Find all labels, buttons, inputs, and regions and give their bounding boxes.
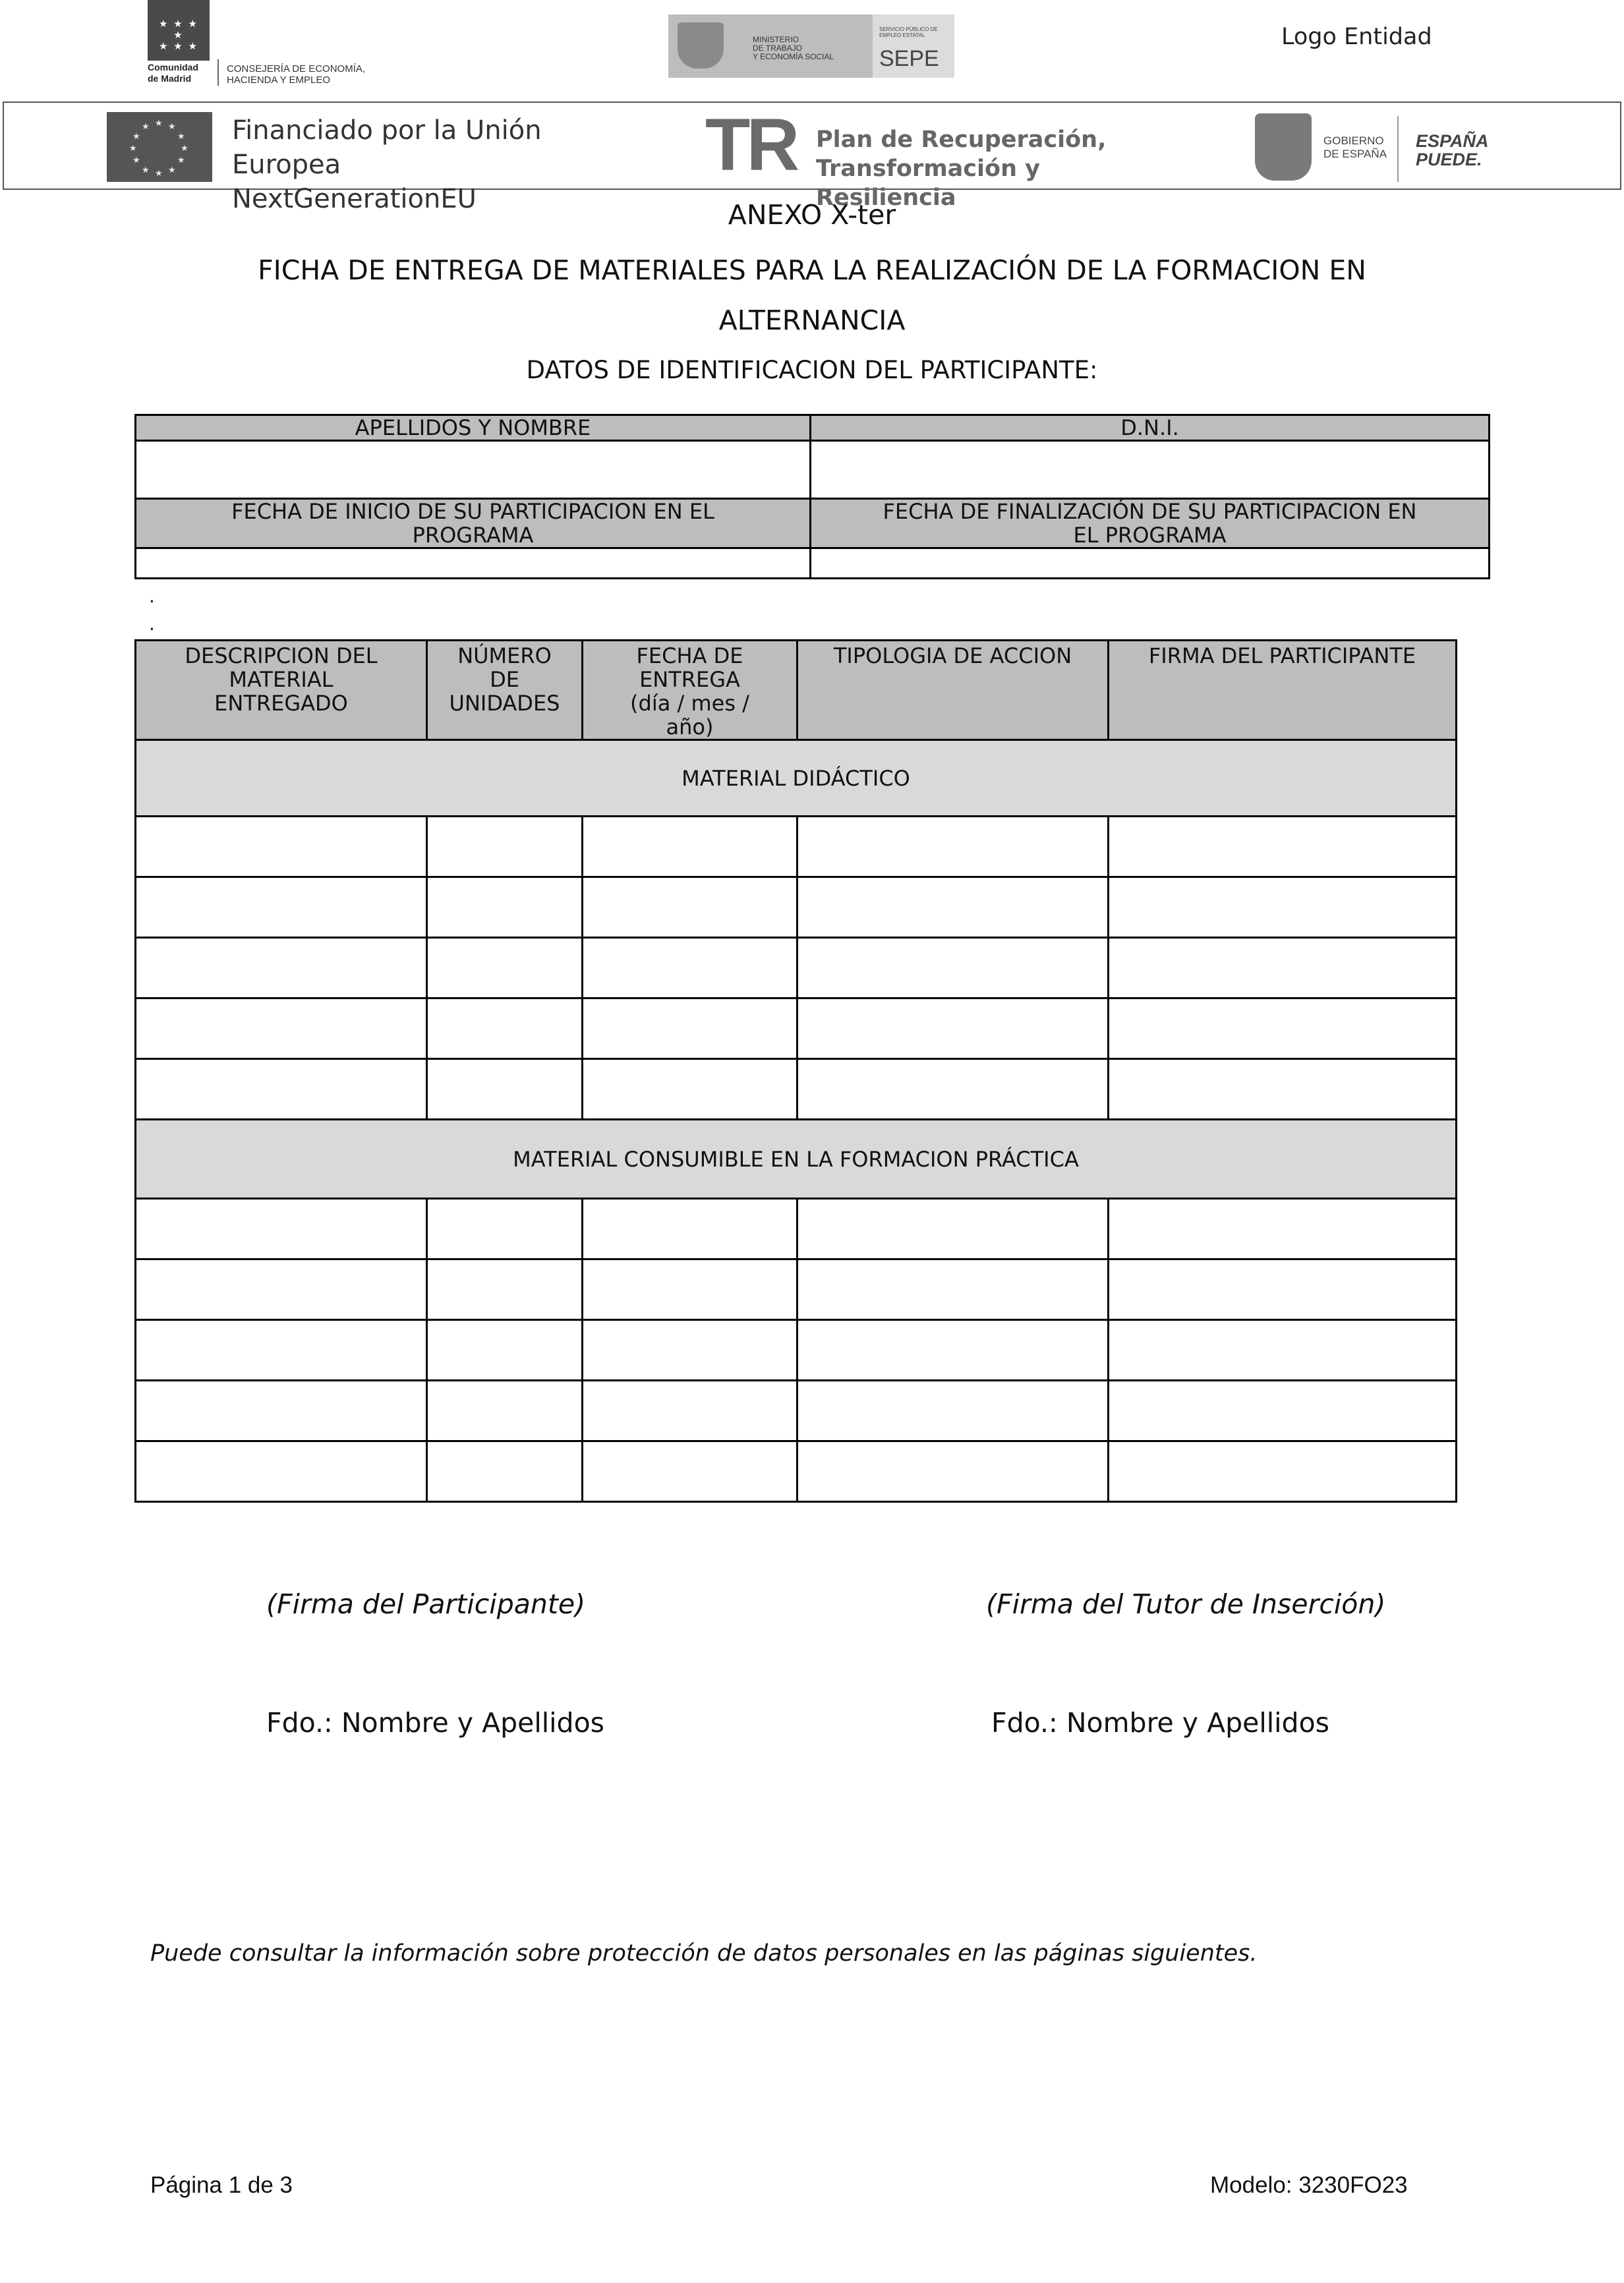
firma-participante-label: (Firma del Participante) [266, 1588, 586, 1620]
tipologia-cell[interactable] [798, 1259, 1109, 1320]
separator-dot: . [149, 585, 155, 607]
firma-cell[interactable] [1109, 877, 1457, 938]
descripcion-cell[interactable] [136, 1259, 427, 1320]
apellidos-header: APELLIDOS Y NOMBRE [136, 415, 811, 441]
firma-cell[interactable] [1109, 1441, 1457, 1502]
fecha-cell[interactable] [583, 817, 798, 877]
fecha-cell[interactable] [583, 1320, 798, 1381]
table-row [136, 1441, 1457, 1502]
descripcion-cell[interactable] [136, 817, 427, 877]
recovery-plan-tr-icon: TR [705, 103, 796, 186]
participant-identification-table [134, 414, 1490, 579]
unidades-cell[interactable] [427, 998, 583, 1059]
eu-stars-ring-icon: ★ ★ ★ ★ ★ ★ ★ ★ ★ ★ ★ ★ [129, 119, 188, 179]
tipologia-cell[interactable] [798, 1441, 1109, 1502]
gobierno-espana-text: GOBIERNO DE ESPAÑA [1323, 134, 1387, 160]
data-protection-note: Puede consultar la información sobre protección de datos personales en las páginas siguientes. [150, 1940, 1258, 1967]
gobierno-divider [1397, 116, 1399, 182]
form-title: FICHA DE ENTREGA DE MATERIALES PARA LA REALIZACIÓN DE LA FORMACION EN ALTERNANCIA [258, 254, 1366, 336]
firma-cell[interactable] [1109, 938, 1457, 998]
unidades-cell[interactable] [427, 1320, 583, 1381]
tipologia-cell[interactable] [798, 1059, 1109, 1120]
fecha-inicio-header: FECHA DE INICIO DE SU PARTICIPACION EN EL PROGRAMA [136, 499, 811, 548]
logo-entidad-placeholder: Logo Entidad [1281, 24, 1432, 50]
tipologia-cell[interactable] [798, 998, 1109, 1059]
sepe-subtitle: SERVICIO PÚBLICO DE EMPLEO ESTATAL [879, 26, 938, 38]
table-row [136, 938, 1457, 998]
descripcion-cell[interactable] [136, 998, 427, 1059]
firma-cell[interactable] [1109, 1059, 1457, 1120]
participant-id-heading: DATOS DE IDENTIFICACION DEL PARTICIPANTE: [526, 356, 1098, 384]
table-row [136, 1381, 1457, 1441]
fecha-cell[interactable] [583, 1441, 798, 1502]
sepe-logo [873, 14, 954, 78]
consejeria-name: CONSEJERÍA DE ECONOMÍA, HACIENDA Y EMPLEO [227, 63, 366, 86]
descripcion-cell[interactable] [136, 1381, 427, 1441]
spain-coat-of-arms-icon [678, 22, 724, 69]
col-tipologia-header: TIPOLOGIA DE ACCION [798, 641, 1109, 740]
unidades-cell[interactable] [427, 877, 583, 938]
firma-cell[interactable] [1109, 1199, 1457, 1259]
unidades-cell[interactable] [427, 1199, 583, 1259]
fecha-cell[interactable] [583, 998, 798, 1059]
col-descripcion-header: DESCRIPCION DEL MATERIAL ENTREGADO [136, 641, 427, 740]
col-fecha-entrega-header: FECHA DE ENTREGA (día / mes / año) [583, 641, 798, 740]
section-material-consumible: MATERIAL CONSUMIBLE EN LA FORMACION PRÁCTICA [136, 1120, 1457, 1199]
dni-header: D.N.I. [811, 415, 1490, 441]
unidades-cell[interactable] [427, 1259, 583, 1320]
col-numero-header: NÚMERO DE UNIDADES [427, 641, 583, 740]
eu-funding-text: Financiado por la Unión Europea NextGenerationEU [232, 115, 542, 214]
unidades-cell[interactable] [427, 938, 583, 998]
tipologia-cell[interactable] [798, 817, 1109, 877]
eu-flag-icon [107, 112, 212, 182]
tipologia-cell[interactable] [798, 938, 1109, 998]
table-row [136, 877, 1457, 938]
firma-cell[interactable] [1109, 1259, 1457, 1320]
annex-title: ANEXO X-ter [728, 199, 896, 231]
tipologia-cell[interactable] [798, 877, 1109, 938]
firma-cell[interactable] [1109, 998, 1457, 1059]
madrid-logo-divider [218, 59, 219, 86]
fdo-tutor: Fdo.: Nombre y Apellidos [991, 1707, 1330, 1739]
firma-cell[interactable] [1109, 1320, 1457, 1381]
firma-cell[interactable] [1109, 1381, 1457, 1441]
ministerio-text: MINISTERIO DE TRABAJO Y ECONOMÍA SOCIAL [753, 35, 834, 61]
firma-cell[interactable] [1109, 817, 1457, 877]
descripcion-cell[interactable] [136, 1441, 427, 1502]
comunidad-madrid-flag-logo [148, 0, 210, 61]
sepe-label: SEPE [879, 46, 939, 71]
unidades-cell[interactable] [427, 817, 583, 877]
section-material-didactico: MATERIAL DIDÁCTICO [136, 740, 1457, 817]
fecha-inicio-input-cell[interactable] [136, 548, 811, 579]
separator-dot: . [149, 613, 155, 635]
descripcion-cell[interactable] [136, 1199, 427, 1259]
table-row [136, 1259, 1457, 1320]
recovery-plan-text: Plan de Recuperación, Transformación y Resiliencia [816, 127, 1107, 211]
col-firma-header: FIRMA DEL PARTICIPANTE [1109, 641, 1457, 740]
fecha-cell[interactable] [583, 1381, 798, 1441]
dni-input-cell[interactable] [811, 441, 1490, 499]
fecha-cell[interactable] [583, 1059, 798, 1120]
tipologia-cell[interactable] [798, 1381, 1109, 1441]
gobierno-coat-of-arms-icon [1255, 113, 1312, 181]
fdo-participante: Fdo.: Nombre y Apellidos [266, 1707, 605, 1739]
unidades-cell[interactable] [427, 1059, 583, 1120]
model-code: Modelo: 3230FO23 [1210, 2172, 1408, 2198]
table-row [136, 1059, 1457, 1120]
fecha-cell[interactable] [583, 877, 798, 938]
page-number: Página 1 de 3 [150, 2172, 293, 2198]
descripcion-cell[interactable] [136, 1059, 427, 1120]
madrid-stars-icon: ★ ★ ★ ★ ★ ★ ★ [159, 18, 198, 52]
table-row [136, 998, 1457, 1059]
unidades-cell[interactable] [427, 1381, 583, 1441]
fecha-cell[interactable] [583, 1259, 798, 1320]
fecha-cell[interactable] [583, 938, 798, 998]
fecha-fin-input-cell[interactable] [811, 548, 1490, 579]
descripcion-cell[interactable] [136, 877, 427, 938]
firma-tutor-label: (Firma del Tutor de Inserción) [986, 1588, 1386, 1620]
ministerio-trabajo-logo [668, 14, 873, 78]
tipologia-cell[interactable] [798, 1320, 1109, 1381]
descripcion-cell[interactable] [136, 938, 427, 998]
materials-delivery-table [134, 639, 1457, 1503]
descripcion-cell[interactable] [136, 1320, 427, 1381]
table-row [136, 1320, 1457, 1381]
comunidad-madrid-name: Comunidad de Madrid [148, 62, 198, 84]
apellidos-input-cell[interactable] [136, 441, 811, 499]
fecha-cell[interactable] [583, 1199, 798, 1259]
fecha-fin-header: FECHA DE FINALIZACIÓN DE SU PARTICIPACION EN EL PROGRAMA [811, 499, 1490, 548]
table-row [136, 1199, 1457, 1259]
tipologia-cell[interactable] [798, 1199, 1109, 1259]
table-row [136, 817, 1457, 877]
unidades-cell[interactable] [427, 1441, 583, 1502]
espana-puede-logo: ESPAÑA PUEDE. [1416, 131, 1489, 169]
